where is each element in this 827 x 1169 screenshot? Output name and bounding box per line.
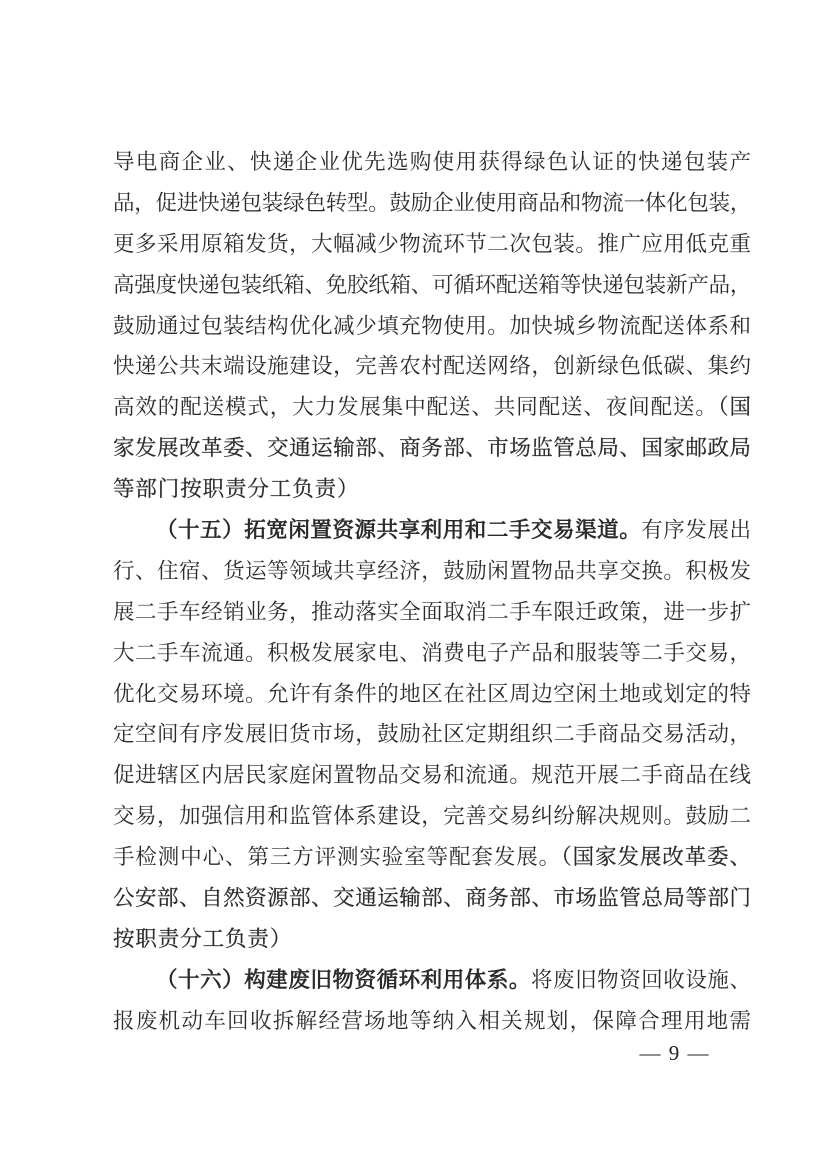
body-text: 高效的配送模式，大力发展集中配送、共同配送、夜间配送。 (113, 395, 718, 420)
body-text: 报废机动车回收拆解经营场地等纳入相关规划，保障合理用地需 (113, 1008, 751, 1033)
text-line (113, 346, 751, 387)
body-text: 交易，加强信用和监管体系建设，完善交易纠纷解决规则。鼓励二 (113, 804, 751, 829)
body-text: 高强度快递包装纸箱、免胶纸箱、可循环配送箱等快递包装新产品， (113, 272, 751, 297)
text-line (113, 919, 751, 960)
text-line (113, 428, 751, 469)
department-annotation: 公安部、自然资源部、交通运输部、商务部、市场监管总局等部门 (113, 886, 751, 911)
text-line (113, 633, 751, 674)
text-line (113, 224, 751, 265)
body-text: 定空间有序发展旧货市场，鼓励社区定期组织二手商品交易活动， (113, 722, 751, 747)
text-line (113, 387, 751, 428)
body-text: 手检测中心、第三方评测实验室等配套发展。 (113, 845, 562, 870)
text-line (113, 878, 751, 919)
page-number: — 9 — (639, 1041, 710, 1065)
body-text: 鼓励通过包装结构优化减少填充物使用。加快城乡物流配送体系和 (113, 313, 751, 338)
department-annotation: （国 (717, 395, 751, 420)
body-text: 促进辖区内居民家庭闲置物品交易和流通。规范开展二手商品在线 (113, 763, 751, 788)
text-line (113, 551, 751, 592)
body-text: 有序发展出 (641, 518, 751, 543)
body-text: 导电商企业、快递企业优先选购使用获得绿色认证的快递包装产 (113, 150, 751, 174)
section-heading: （十五）拓宽闲置资源共享利用和二手交易渠道。 (156, 518, 642, 543)
text-line (113, 469, 751, 510)
body-text: 大二手车流通。积极发展家电、消费电子产品和服装等二手交易， (113, 640, 751, 665)
text-line (113, 183, 751, 224)
body-text: 行、住宿、货运等领域共享经济，鼓励闲置物品共享交换。积极发 (113, 558, 751, 583)
department-annotation: 等部门按职责分工负责） (113, 477, 360, 502)
text-line (113, 306, 751, 347)
text-line (113, 755, 751, 796)
text-line (113, 960, 751, 1001)
section-heading: （十六）构建废旧物资循环利用体系。 (156, 967, 531, 992)
body-text: 将废旧物资回收设施、 (530, 967, 751, 992)
text-line (113, 796, 751, 837)
text-line (113, 674, 751, 715)
body-text: 品，促进快递包装绿色转型。鼓励企业使用商品和物流一体化包装， (113, 190, 751, 215)
body-text: 快递公共末端设施建设，完善农村配送网络，创新绿色低碳、集约 (113, 354, 751, 379)
text-line (113, 592, 751, 633)
text-line (113, 837, 751, 878)
body-text: 展二手车经销业务，推动落实全面取消二手车限迁政策，进一步扩 (113, 599, 751, 624)
department-annotation: （国家发展改革委、 (561, 845, 751, 870)
text-line (113, 142, 751, 183)
department-annotation: 按职责分工负责） (113, 926, 293, 951)
text-line (113, 265, 751, 306)
document-body-text (113, 142, 751, 1042)
text-line (113, 714, 751, 755)
body-text: 更多采用原箱发货，大幅减少物流环节二次包装。推广应用低克重 (113, 231, 751, 256)
body-text: 优化交易环境。允许有条件的地区在社区周边空闲土地或划定的特 (113, 681, 751, 706)
department-annotation: 家发展改革委、交通运输部、商务部、市场监管总局、国家邮政局 (113, 436, 751, 461)
text-line (113, 510, 751, 551)
text-line (113, 1001, 751, 1042)
